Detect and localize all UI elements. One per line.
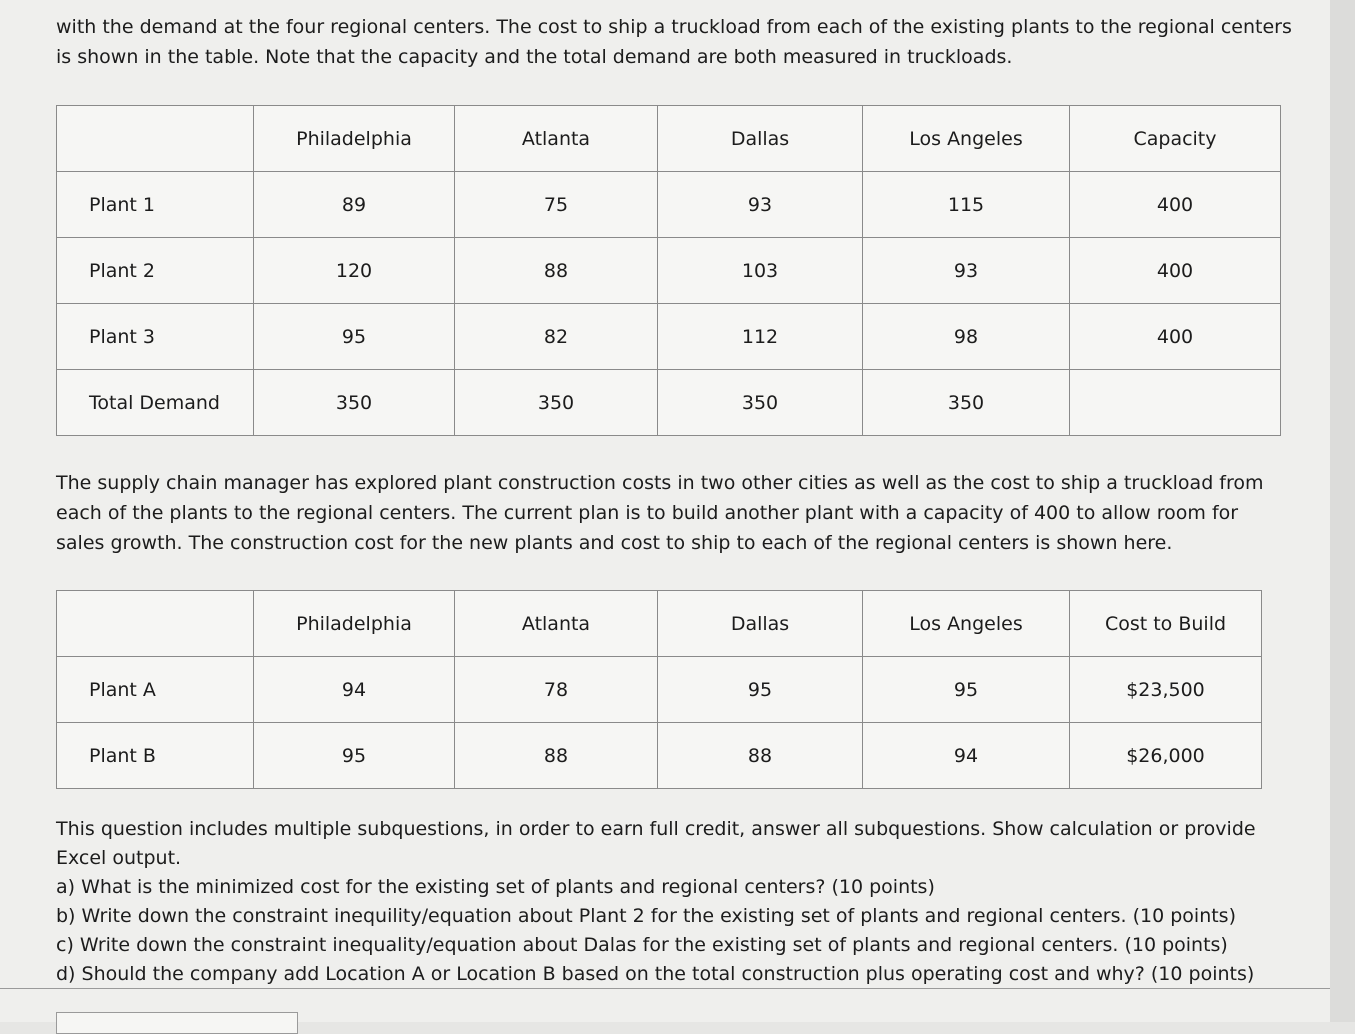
table-cell: 120 — [254, 238, 455, 304]
table-header-row — [57, 106, 1281, 172]
table-header-cell: Dallas — [658, 106, 863, 172]
table-cell: 350 — [658, 370, 863, 436]
table-header-cell: Los Angeles — [863, 591, 1070, 657]
construction-paragraph: The supply chain manager has explored plant construction costs in two other cities as well as the cost to ship a truckload from each of the plants to the regional centers. The current plan is to build another plant with a capacity of 400 to allow room for sales growth. The construction cost for the new plants and cost to ship to each of the regional centers is shown here. — [56, 472, 1264, 554]
table-cell: 88 — [455, 723, 658, 789]
table-cell: 94 — [254, 657, 455, 723]
table-cell: 93 — [658, 172, 863, 238]
table-cell: 89 — [254, 172, 455, 238]
table-header-cell: Philadelphia — [254, 106, 455, 172]
table-header-cell: Dallas — [658, 591, 863, 657]
instructions-block — [56, 815, 1276, 989]
table-header-row — [57, 591, 1262, 657]
intro-paragraph: with the demand at the four regional centers. The cost to ship a truckload from each of the existing plants to the regional centers is shown in the table. Note that the capacity and the total demand are both measured in truckloads. — [56, 16, 1292, 68]
table-cell: 75 — [455, 172, 658, 238]
table-cell: 88 — [455, 238, 658, 304]
table-cell: 103 — [658, 238, 863, 304]
divider — [0, 988, 1355, 989]
question-a: a) What is the minimized cost for the existing set of plants and regional centers? (10 points) — [56, 876, 935, 898]
table-cell: 95 — [254, 723, 455, 789]
answer-input[interactable] — [56, 1012, 298, 1034]
question-d: d) Should the company add Location A or Location B based on the total construction plus operating cost and why? (10 points) — [56, 963, 1255, 985]
table-row — [57, 304, 1281, 370]
table-cell: 350 — [455, 370, 658, 436]
table-header-cell — [57, 106, 254, 172]
table-cell: $26,000 — [1070, 723, 1262, 789]
table-header-cell: Cost to Build — [1070, 591, 1262, 657]
table-header-cell: Atlanta — [455, 591, 658, 657]
table-cell: 350 — [254, 370, 455, 436]
table-cell: 93 — [863, 238, 1070, 304]
table-header-cell: Los Angeles — [863, 106, 1070, 172]
table-row — [57, 657, 1262, 723]
table-cell: 95 — [863, 657, 1070, 723]
table-row — [57, 172, 1281, 238]
table-cell — [1070, 370, 1281, 436]
instructions-text: This question includes multiple subquestions, in order to earn full credit, answer all subquestions. Show calculation or provide Excel output. — [56, 818, 1256, 869]
table-row — [57, 723, 1262, 789]
row-label: Plant 3 — [57, 304, 254, 370]
row-label: Total Demand — [57, 370, 254, 436]
table-header-cell: Capacity — [1070, 106, 1281, 172]
table-cell: 112 — [658, 304, 863, 370]
table-header-cell — [57, 591, 254, 657]
page-edge — [1330, 0, 1355, 1022]
table-cell: 82 — [455, 304, 658, 370]
question-c: c) Write down the constraint inequality/equation about Dalas for the existing set of plants and regional centers. (10 points) — [56, 934, 1228, 956]
table-cell: 400 — [1070, 238, 1281, 304]
table-cell: 115 — [863, 172, 1070, 238]
table-cell: 400 — [1070, 304, 1281, 370]
existing-plants-cost-table — [56, 105, 1281, 436]
table-cell: 95 — [254, 304, 455, 370]
table-cell: 400 — [1070, 172, 1281, 238]
table-cell: 88 — [658, 723, 863, 789]
question-b: b) Write down the constraint inequility/equation about Plant 2 for the existing set of plants and regional centers. (10 points) — [56, 905, 1236, 927]
table-cell: 350 — [863, 370, 1070, 436]
table-cell: $23,500 — [1070, 657, 1262, 723]
table-cell: 78 — [455, 657, 658, 723]
row-label: Plant 1 — [57, 172, 254, 238]
new-plants-cost-table — [56, 590, 1262, 789]
row-label: Plant A — [57, 657, 254, 723]
table-cell: 98 — [863, 304, 1070, 370]
table-header-cell: Philadelphia — [254, 591, 455, 657]
row-label: Plant 2 — [57, 238, 254, 304]
table-row — [57, 370, 1281, 436]
table-header-cell: Atlanta — [455, 106, 658, 172]
row-label: Plant B — [57, 723, 254, 789]
table-row — [57, 238, 1281, 304]
table-cell: 95 — [658, 657, 863, 723]
question-list — [56, 873, 1276, 989]
table-cell: 94 — [863, 723, 1070, 789]
